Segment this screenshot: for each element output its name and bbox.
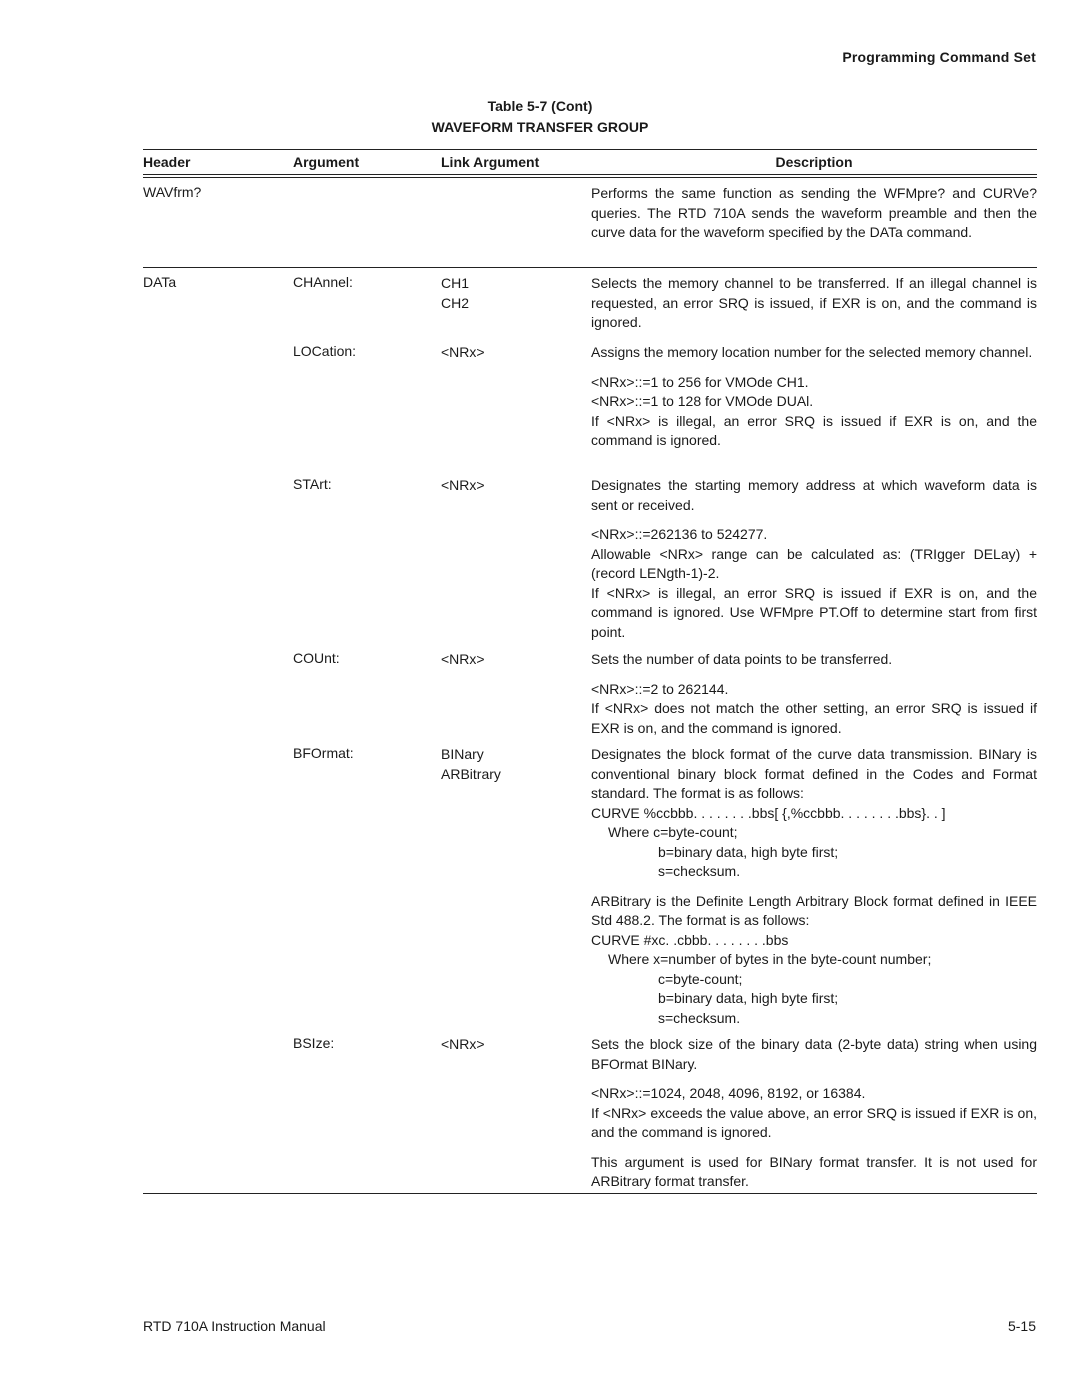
footer-page-number: 5-15 xyxy=(1007,1318,1036,1334)
bformat-argument: BFOrmat: xyxy=(293,745,354,761)
location-desc-1: Assigns the memory location number for the selected memory channel. xyxy=(591,344,1033,360)
bformat-desc-4: b=binary data, high byte first; xyxy=(658,843,839,860)
bformat-desc-2: CURVE %ccbbb. . . . . . . .bbs[ {,%ccbbb. . . . . . . .bbs}. . ] xyxy=(591,804,946,821)
wavfrm-desc-text: Performs the same function as sending the WFMpre? and CURVe? queries. The RTD 710A sends the waveform preamble and then the curve data for the waveform specified by the DATa command. xyxy=(591,185,1037,240)
bformat-description xyxy=(591,745,1037,1028)
bformat-desc-5: s=checksum. xyxy=(658,863,741,879)
column-header-link-argument: Link Argument xyxy=(441,154,540,170)
column-header-argument: Argument xyxy=(293,154,360,170)
table-number: Table 5-7 (Cont) xyxy=(487,98,593,114)
channel-description xyxy=(591,274,1037,333)
row-divider xyxy=(143,267,1037,268)
location-desc-2: <NRx>::=1 to 256 for VMOde CH1. xyxy=(591,373,809,390)
bsize-desc-1: Sets the block size of the binary data (2-byte data) string when using BFOrmat BINary. xyxy=(591,1036,1037,1072)
channel-link-arguments xyxy=(441,274,469,313)
table-bottom-rule xyxy=(143,1193,1037,1194)
start-desc-3: Allowable <NRx> range can be calculated as: (TRIgger DELay) +(record LENgth-1)-2. xyxy=(591,545,1037,581)
bformat-link-binary: BINary xyxy=(441,746,484,762)
bsize-desc-2: <NRx>::=1024, 2048, 4096, 8192, or 16384. xyxy=(591,1085,866,1101)
bformat-desc-3: Where c=byte-count; xyxy=(608,824,738,840)
channel-desc-text: Selects the memory channel to be transferred. If an illegal channel is requested, an error SRQ is issued, if EXR is on, and the command is ignored. xyxy=(591,275,1037,330)
location-desc-3: <NRx>::=1 to 128 for VMOde DUAl. xyxy=(591,393,814,409)
table-caption xyxy=(0,96,1080,138)
count-desc-2: <NRx>::=2 to 262144. xyxy=(591,680,729,697)
bsize-link-argument: <NRx> xyxy=(441,1036,485,1052)
data-header: DATa xyxy=(143,274,177,290)
bformat-desc-1: Designates the block format of the curve data transmission. BINary is conventional binary block format defined in the Codes and Format standard. The format is as follows: xyxy=(591,746,1037,801)
count-argument: COUnt: xyxy=(293,650,340,666)
table-title: WAVEFORM TRANSFER GROUP xyxy=(431,119,649,135)
bsize-desc-3: If <NRx> exceeds the value above, an error SRQ is issued if EXR is on, and the command is ignored. xyxy=(591,1104,1037,1140)
count-description xyxy=(591,650,1037,738)
bformat-desc-11: s=checksum. xyxy=(658,1009,741,1026)
start-desc-4: If <NRx> is illegal, an error SRQ is issued if EXR is on, and the command is ignored. Use WFMpre PT.Off to determine start from first point. xyxy=(591,584,1037,640)
channel-link-ch1: CH1 xyxy=(441,275,470,291)
bsize-description xyxy=(591,1035,1037,1192)
location-desc-4: If <NRx> is illegal, an error SRQ is issued if EXR is on, and the command is ignored. xyxy=(591,412,1037,448)
column-header-description: Description xyxy=(775,154,853,170)
location-argument: LOCation: xyxy=(293,343,357,359)
column-header-header: Header xyxy=(143,154,191,170)
count-desc-3: If <NRx> does not match the other setting, an error SRQ is issued if EXR is on, and the command is ignored. xyxy=(591,700,1037,736)
bformat-desc-9: c=byte-count; xyxy=(658,970,743,987)
start-argument: STArt: xyxy=(293,476,332,492)
header-double-rule xyxy=(143,174,1037,175)
bformat-desc-10: b=binary data, high byte first; xyxy=(658,990,839,1006)
location-link-argument: <NRx> xyxy=(441,344,485,360)
bsize-argument: BSIze: xyxy=(293,1035,335,1051)
wavfrm-description xyxy=(591,184,1037,243)
count-desc-1: Sets the number of data points to be transferred. xyxy=(591,651,893,667)
start-description xyxy=(591,476,1037,642)
bformat-desc-6: ARBitrary is the Definite Length Arbitrary Block format defined in IEEE Std 488.2. The format is as follows: xyxy=(591,892,1037,928)
count-link-argument: <NRx> xyxy=(441,651,485,667)
bsize-desc-4: This argument is used for BINary format transfer. It is not used for ARBitrary format transfer. xyxy=(591,1153,1037,1189)
start-desc-1: Designates the starting memory address at which waveform data is sent or received. xyxy=(591,477,1037,513)
bformat-link-arbitrary: ARBitrary xyxy=(441,765,501,782)
start-desc-2: <NRx>::=262136 to 524277. xyxy=(591,526,768,542)
channel-link-ch2: CH2 xyxy=(441,294,470,311)
table-top-rule xyxy=(143,149,1037,150)
bformat-link-arguments xyxy=(441,745,501,784)
bformat-desc-8: Where x=number of bytes in the byte-count number; xyxy=(608,951,932,967)
location-description xyxy=(591,343,1037,451)
wavfrm-header: WAVfrm? xyxy=(143,184,202,200)
start-link-argument: <NRx> xyxy=(441,477,485,493)
running-head: Programming Command Set xyxy=(842,49,1036,65)
footer-manual-title: RTD 710A Instruction Manual xyxy=(143,1318,326,1334)
header-double-rule-2 xyxy=(143,177,1037,178)
channel-argument: CHAnnel: xyxy=(293,274,353,290)
bformat-desc-7: CURVE #xc. .cbbb. . . . . . . .bbs xyxy=(591,931,789,948)
